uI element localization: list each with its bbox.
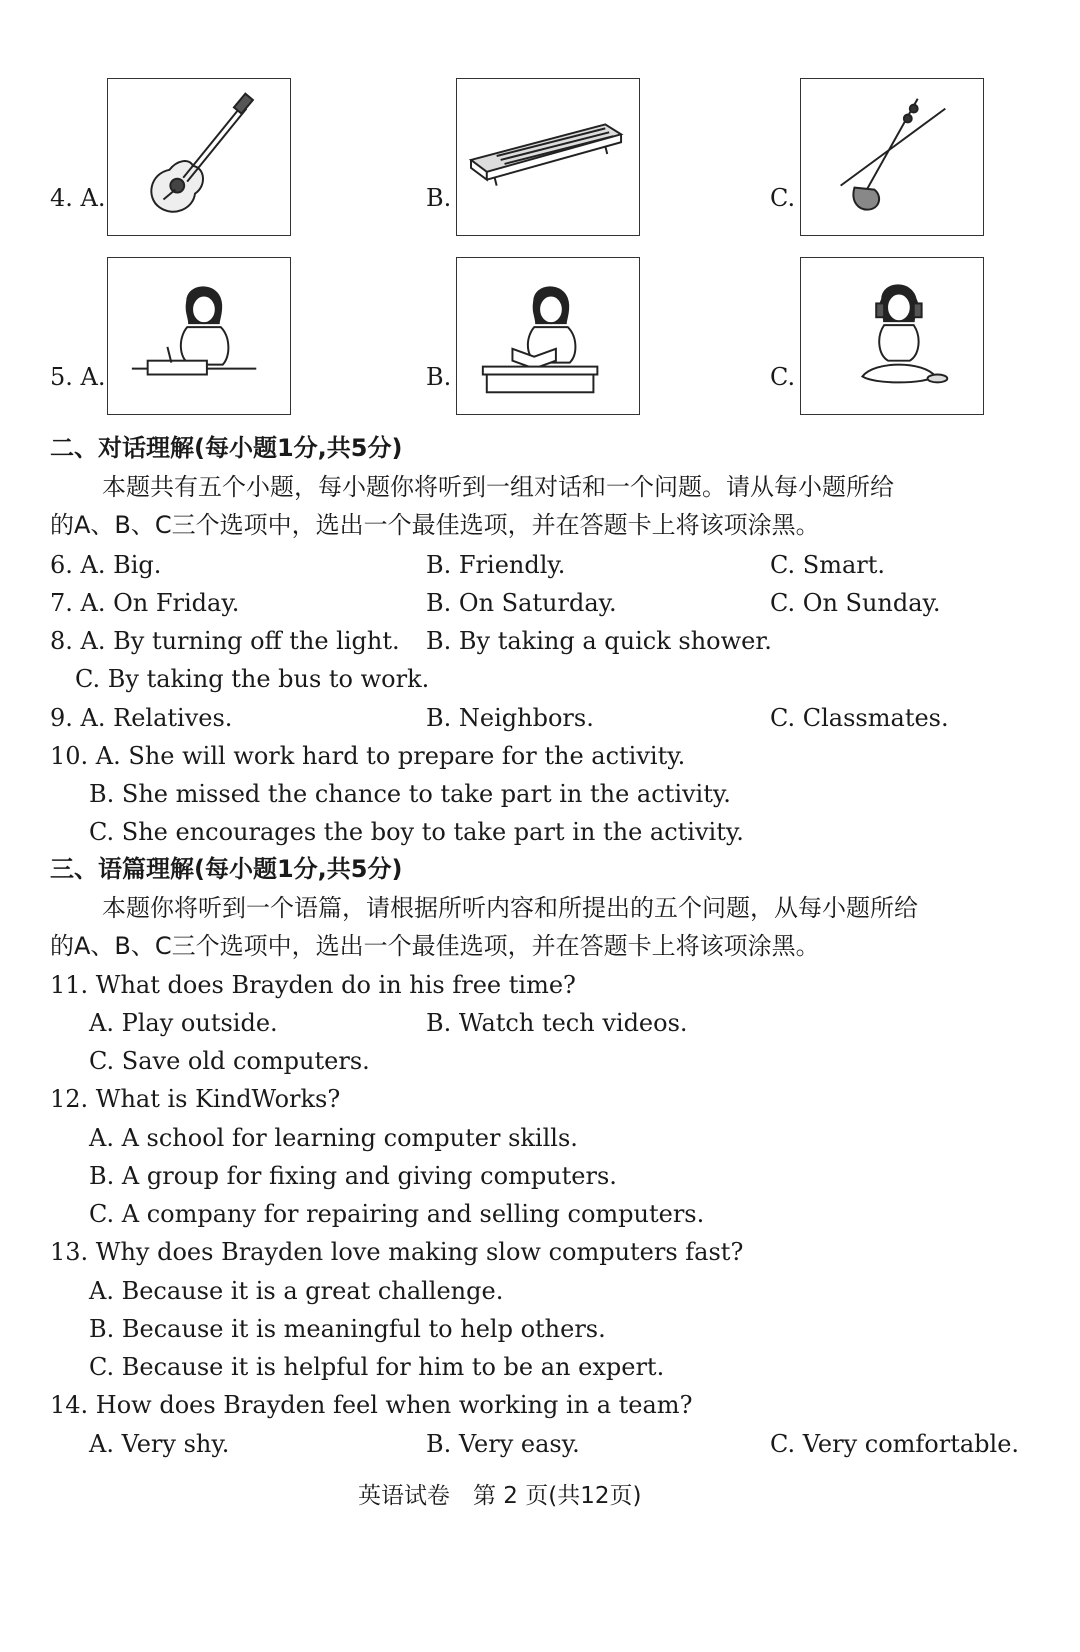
q5-b-label: B. [426, 363, 452, 391]
q4-option-b-picture[interactable] [456, 78, 640, 236]
q5-option-c-picture[interactable] [800, 257, 984, 415]
q10-option-a: 10. A. She will work hard to prepare for the activity. [50, 742, 686, 770]
q9-option-a: 9. A. Relatives. [50, 704, 233, 732]
q5-option-a-picture[interactable] [107, 257, 291, 415]
q10-option-c: C. She encourages the boy to take part in the activity. [89, 818, 744, 846]
q5-c-label: C. [770, 363, 796, 391]
guzheng-icon [457, 79, 639, 235]
q14-option-a: A. Very shy. [89, 1430, 230, 1458]
girl-headphones-icon [801, 258, 983, 414]
section3-intro-line1: 本题你将听到一个语篇，请根据所听内容和所提出的五个问题，从每小题所给 [102, 894, 918, 922]
q8-option-a: 8. A. By turning off the light. [50, 627, 400, 655]
q4-option-c-picture[interactable] [800, 78, 984, 236]
erhu-icon [801, 79, 983, 235]
section2-heading: 二、对话理解(每小题1分,共5分) [50, 434, 403, 462]
q13-question: 13. Why does Brayden love making slow computers fast? [50, 1238, 744, 1266]
q11-option-b: B. Watch tech videos. [426, 1009, 688, 1037]
q12-option-a: A. A school for learning computer skills. [89, 1124, 578, 1152]
q7-option-c: C. On Sunday. [770, 589, 941, 617]
q8-option-c: C. By taking the bus to work. [75, 665, 430, 693]
q14-question: 14. How does Brayden feel when working in a team? [50, 1391, 693, 1419]
q12-question: 12. What is KindWorks? [50, 1085, 341, 1113]
q12-option-b: B. A group for fixing and giving computers. [89, 1162, 617, 1190]
q10-option-b: B. She missed the chance to take part in the activity. [89, 780, 731, 808]
section2-intro-line1: 本题共有五个小题，每小题你将听到一组对话和一个问题。请从每小题所给 [102, 473, 894, 501]
q13-option-a: A. Because it is a great challenge. [89, 1277, 504, 1305]
q7-option-b: B. On Saturday. [426, 589, 617, 617]
girl-reading-icon [457, 258, 639, 414]
q6-option-b: B. Friendly. [426, 551, 566, 579]
section3-intro-line2: 的A、B、C三个选项中，选出一个最佳选项，并在答题卡上将该项涂黑。 [50, 932, 820, 960]
guitar-icon [108, 79, 290, 235]
section2-intro-line2: 的A、B、C三个选项中，选出一个最佳选项，并在答题卡上将该项涂黑。 [50, 511, 820, 539]
q6-option-a: 6. A. Big. [50, 551, 162, 579]
q8-option-b: B. By taking a quick shower. [426, 627, 772, 655]
q13-option-b: B. Because it is meaningful to help others. [89, 1315, 606, 1343]
q11-question: 11. What does Brayden do in his free time? [50, 971, 576, 999]
q4-label: 4. A. [50, 184, 106, 212]
q7-option-a: 7. A. On Friday. [50, 589, 240, 617]
section3-heading: 三、语篇理解(每小题1分,共5分) [50, 855, 403, 883]
q12-option-c: C. A company for repairing and selling computers. [89, 1200, 705, 1228]
q4-c-label: C. [770, 184, 796, 212]
q5-label: 5. A. [50, 363, 106, 391]
q4-b-label: B. [426, 184, 452, 212]
q9-option-b: B. Neighbors. [426, 704, 594, 732]
page-footer: 英语试卷 第 2 页(共12页) [358, 1483, 642, 1509]
q5-option-b-picture[interactable] [456, 257, 640, 415]
q11-option-c: C. Save old computers. [89, 1047, 370, 1075]
q6-option-c: C. Smart. [770, 551, 886, 579]
q9-option-c: C. Classmates. [770, 704, 949, 732]
q11-option-a: A. Play outside. [89, 1009, 278, 1037]
q13-option-c: C. Because it is helpful for him to be an expert. [89, 1353, 665, 1381]
girl-writing-icon [108, 258, 290, 414]
q4-option-a-picture[interactable] [107, 78, 291, 236]
q14-option-b: B. Very easy. [426, 1430, 580, 1458]
q14-option-c: C. Very comfortable. [770, 1430, 1020, 1458]
